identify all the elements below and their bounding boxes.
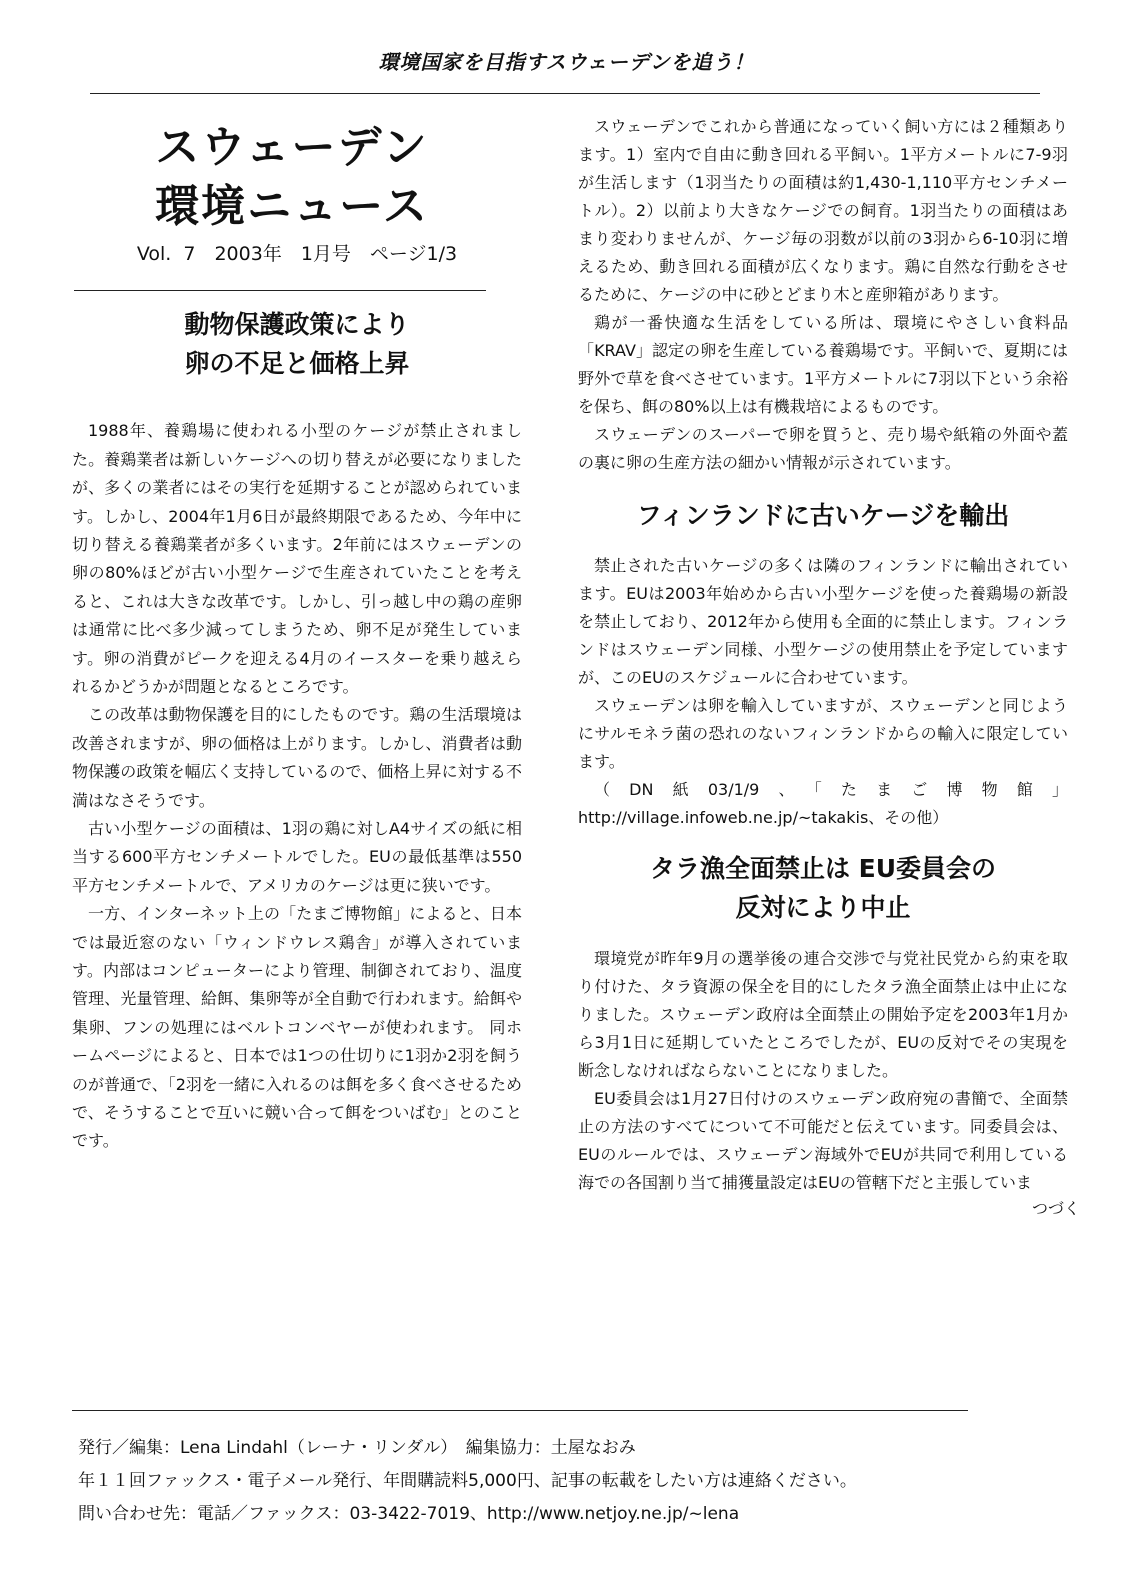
article-cod-paragraph: 環境党が昨年9月の選挙後の連合交渉で与党社民党から約束を取り付けた、タラ資源の保全を目的にしたタラ漁全面禁止は中止になりました。スウェーデン政府は全面禁止の開始予定を2003年1月から3月1日に延期していたところでしたが、EUの反対でその実現を断念しなければならないことになりました。: [578, 949, 1068, 1081]
article-eggs-paragraph: 鶏が一番快適な生活をしている所は、環境にやさしい食料品「KRAV」認定の卵を生産している養鶏場です。平飼いで、夏期には野外で草を食べさせています。1平方メートルに7羽以下という余裕を保ち、餌の80%以上は有機栽培によるものです。: [578, 313, 1068, 416]
page-header-tagline: 環境国家を目指すスウェーデンを追う！: [378, 50, 755, 74]
article-cod-body: [578, 945, 1068, 1197]
masthead-title-line2: 環境ニュース: [155, 181, 429, 233]
article-eggs-paragraph: スウェーデンのスーパーで卵を買うと、売り場や紙箱の外面や蓋の裏に卵の生産方法の細かい情報が示されています。: [578, 425, 1068, 472]
article-eggs-body: [72, 417, 522, 1156]
article-eggs-paragraph: この改革は動物保護を目的にしたものです。鶏の生活環境は改善されますが、卵の価格は上がります。しかし、消費者は動物保護の政策を幅広く支持しているので、価格上昇に対する不満はなさそうです。: [72, 705, 522, 810]
masthead-rule: [74, 290, 486, 291]
header-rule: [90, 93, 1040, 94]
right-column: [578, 113, 1080, 1221]
article-finland-paragraph: スウェーデンは卵を輸入していますが、スウェーデンと同じようにサルモネラ菌の恐れのないフィンランドからの輸入に限定しています。: [578, 695, 1068, 771]
article-finland-headline: フィンランドに古いケージを輸出: [636, 501, 1010, 530]
masthead-issue-info: Vol. 7 2003年 1月号 ページ1/3: [136, 242, 458, 265]
footer-subscription: 年１１回ファックス・電子メール発行、年間購読料5,000円、記事の転載をしたい方は連絡ください。: [78, 1471, 857, 1491]
article-eggs-paragraph: 一方、インターネット上の「たまご博物館」によると、日本では最近窓のない「ウィンドウレス鶏舎」が導入されています。内部はコンピューターにより管理、制御されており、温度管理、光量管理、給餌、集卵等が全自動で行われます。給餌や集卵、フンの処理にはベルトコンベヤーが使われます。 同ホームページによると、日本では1つの仕切りに1羽か2羽を飼うのが普通で、「2羽を一緒に入れるのは餌を多く食べさせるためで、そうすることで互いに競い合って餌をついばむ」とのことです。: [72, 904, 522, 1151]
article-eggs-paragraph: 1988年、養鶏場に使われる小型のケージが禁止されました。養鶏業者は新しいケージへの切り替えが必要になりましたが、多くの業者にはその実行を延期することが認められています。しかし、2004年1月6日が最終期限であるため、今年中に切り替える養鶏業者が多くいます。2年前にはスウェーデンの卵の80%ほどが古い小型ケージで生産されていたことを考えると、これは大きな改革です。しかし、引っ越し中の鶏の産卵は通常に比べ多少減ってしまうため、卵不足が発生しています。卵の消費がピークを迎える4月のイースターを乗り越えられるかどうかが問題となるところです。: [72, 421, 522, 696]
article-eggs-headline-line1: 動物保護政策により: [184, 309, 410, 339]
article-cod-headline-line1: タラ漁全面禁止は EU委員会の: [649, 853, 997, 883]
article-eggs-continued: [578, 113, 1068, 477]
article-cod: [578, 850, 1080, 1222]
continued-label: つづく: [1031, 1199, 1080, 1219]
article-eggs-paragraph: 古い小型ケージの面積は、1羽の鶏に対しA4サイズの紙に相当する600平方センチメートルでした。EUの最低基準は550平方センチメートルで、アメリカのケージは更に狭いです。: [72, 818, 522, 895]
article-finland-paragraph: 禁止された古いケージの多くは隣のフィンランドに輸出されています。EUは2003年始めから古い小型ケージを使った養鶏場の新設を禁止しており、2012年から使用も全面的に禁止します。フィンランドはスウェーデン同様、小型ケージの使用禁止を予定していますが、このEUのスケジュールに合わせています。: [578, 555, 1068, 687]
article-eggs-headline-line2: 卵の不足と価格上昇: [184, 348, 410, 378]
article-cod-headline-line2: 反対により中止: [735, 892, 911, 922]
masthead: [72, 118, 522, 266]
article-cod-paragraph: EU委員会は1月27日付けのスウェーデン政府宛の書簡で、全面禁止の方法のすべてについて不可能だと伝えています。同委員会は、EUのルールでは、スウェーデン海域外でEUが共同で利用している海での各国割り当て捕獲量設定はEUの管轄下だと主張していま: [578, 1089, 1068, 1193]
article-eggs-paragraph: スウェーデンでこれから普通になっていく飼い方には２種類あります。1）室内で自由に動き回れる平飼い。1平方メートルに7-9羽が生活します（1羽当たりの面積は約1,430-1,110平方センチメートル）。2）以前より大きなケージでの飼育。1羽当たりの面積はあまり変わりませんが、ケージ毎の羽数が以前の3羽から6-10羽に増えるため、動き回れる面積が広くなります。鶏に自然な行動をさせるために、ケージの中に砂とどまり木と産卵箱があります。: [578, 117, 1068, 304]
article-finland-body: [578, 552, 1068, 832]
masthead-title-line1: スウェーデン: [155, 122, 429, 173]
left-column: [72, 118, 522, 1156]
footer-contact: 問い合わせ先：電話／ファックス：03-3422-7019、http://www.netjoy.ne.jp/~lena: [78, 1504, 740, 1524]
article-finland: [578, 497, 1068, 832]
footer-rule: [72, 1410, 968, 1411]
footer: [78, 1432, 1068, 1531]
article-finland-source: （DN紙03/1/9、「たまご博物館」http://village.infoweb.ne.jp/~takakis、その他）: [578, 779, 1068, 827]
article-eggs: [72, 306, 522, 1156]
footer-publisher: 発行／編集：Lena Lindahl（レーナ・リンダル） 編集協力：土屋なおみ: [78, 1438, 636, 1458]
